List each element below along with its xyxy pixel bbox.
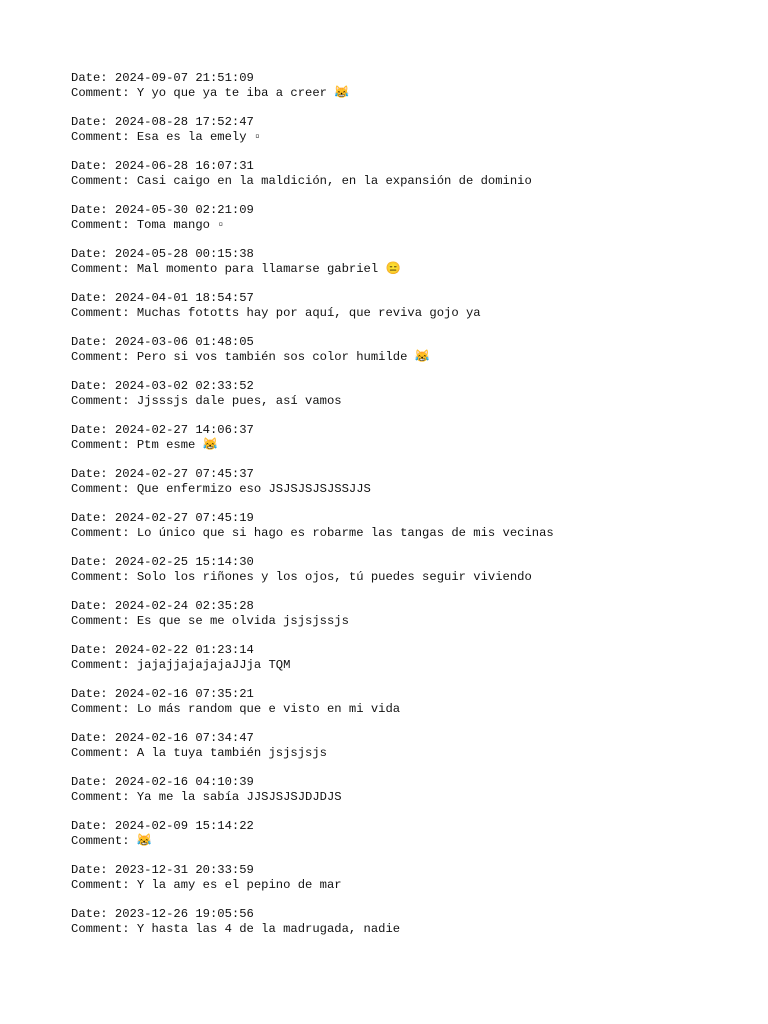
date-value: 2023-12-26 19:05:56 <box>114 906 254 921</box>
entry-date <box>71 423 751 438</box>
comment-label: Comment: <box>71 745 137 760</box>
comment-entry <box>71 247 751 277</box>
comment-label: Comment: <box>71 129 137 144</box>
comment-entry <box>71 687 751 717</box>
date-label: Date: <box>71 598 115 613</box>
entry-comment <box>71 394 751 409</box>
entry-comment <box>71 306 751 321</box>
date-label: Date: <box>71 378 115 393</box>
date-value: 2024-08-28 17:52:47 <box>114 114 254 129</box>
comment-label: Comment: <box>71 481 137 496</box>
comment-text: 😹 <box>136 833 153 848</box>
entry-comment <box>71 878 751 893</box>
date-value: 2024-09-07 21:51:09 <box>114 71 254 85</box>
date-label: Date: <box>71 71 115 85</box>
entry-date <box>71 203 751 218</box>
date-value: 2024-02-24 02:35:28 <box>114 598 254 613</box>
entry-comment <box>71 790 751 805</box>
entry-date <box>71 511 751 526</box>
comment-label: Comment: <box>71 701 137 716</box>
date-value: 2024-04-01 18:54:57 <box>114 290 254 305</box>
entry-date <box>71 555 751 570</box>
comment-entry <box>71 71 751 101</box>
date-value: 2024-03-06 01:48:05 <box>114 334 254 349</box>
comment-entry <box>71 511 751 541</box>
entry-comment <box>71 350 751 365</box>
entry-date <box>71 907 751 922</box>
comment-entry <box>71 423 751 453</box>
comment-label: Comment: <box>71 173 137 188</box>
comment-label: Comment: <box>71 833 137 848</box>
comment-text: A la tuya también jsjsjsjs <box>136 745 327 760</box>
date-label: Date: <box>71 818 115 833</box>
comment-entry <box>71 159 751 189</box>
comment-entry <box>71 467 751 497</box>
entry-date <box>71 731 751 746</box>
entry-comment <box>71 438 751 453</box>
comment-text: Esa es la emely ▫ <box>136 129 262 144</box>
date-label: Date: <box>71 158 115 173</box>
entry-date <box>71 159 751 174</box>
comment-entry <box>71 203 751 233</box>
comment-label: Comment: <box>71 877 137 892</box>
comment-entry <box>71 599 751 629</box>
comment-entry <box>71 731 751 761</box>
entry-comment <box>71 922 751 937</box>
comment-text: Y la amy es el pepino de mar <box>136 877 342 892</box>
entry-comment <box>71 658 751 673</box>
comment-entry <box>71 863 751 893</box>
comment-entry <box>71 643 751 673</box>
comment-entry <box>71 555 751 585</box>
comment-text: Ptm esme 😹 <box>136 437 218 452</box>
date-label: Date: <box>71 334 115 349</box>
comment-text: Pero si vos también sos color humilde 😹 <box>136 349 430 364</box>
entry-date <box>71 247 751 262</box>
comment-entry <box>71 379 751 409</box>
comment-text: Casi caigo en la maldición, en la expansión de dominio <box>136 173 532 188</box>
entry-comment <box>71 614 751 629</box>
comment-text: Solo los riñones y los ojos, tú puedes seguir viviendo <box>136 569 532 584</box>
date-label: Date: <box>71 466 115 481</box>
entry-date <box>71 71 751 86</box>
comment-text: Jjsssjs dale pues, así vamos <box>136 393 342 408</box>
comment-label: Comment: <box>71 217 137 232</box>
comment-label: Comment: <box>71 921 137 936</box>
comment-entry <box>71 335 751 365</box>
date-label: Date: <box>71 642 115 657</box>
entry-date <box>71 599 751 614</box>
date-label: Date: <box>71 730 115 745</box>
comment-label: Comment: <box>71 613 137 628</box>
date-label: Date: <box>71 774 115 789</box>
entry-date <box>71 863 751 878</box>
entry-comment <box>71 746 751 761</box>
entry-comment <box>71 262 751 277</box>
comment-label: Comment: <box>71 393 137 408</box>
comment-entry <box>71 291 751 321</box>
comment-label: Comment: <box>71 85 137 100</box>
entry-date <box>71 115 751 130</box>
entry-date <box>71 819 751 834</box>
entry-date <box>71 291 751 306</box>
date-label: Date: <box>71 246 115 261</box>
comment-entry <box>71 775 751 805</box>
date-value: 2024-02-25 15:14:30 <box>114 554 254 569</box>
date-label: Date: <box>71 554 115 569</box>
date-value: 2024-02-27 14:06:37 <box>114 422 254 437</box>
comment-text: Ya me la sabía JJSJSJSJDJDJS <box>136 789 342 804</box>
comment-label: Comment: <box>71 789 137 804</box>
comment-label: Comment: <box>71 569 137 584</box>
comment-entry <box>71 115 751 145</box>
comment-text: Y hasta las 4 de la madrugada, nadie <box>136 921 401 936</box>
entry-date <box>71 687 751 702</box>
comment-text: Es que se me olvida jsjsjssjs <box>136 613 349 628</box>
date-value: 2024-02-16 07:34:47 <box>114 730 254 745</box>
comment-text: Toma mango ▫ <box>136 217 225 232</box>
entry-date <box>71 775 751 790</box>
date-value: 2024-03-02 02:33:52 <box>114 378 254 393</box>
comment-text: jajajjajajajaJJja TQM <box>136 657 291 672</box>
entry-date <box>71 643 751 658</box>
entry-comment <box>71 86 751 101</box>
date-value: 2024-02-16 07:35:21 <box>114 686 254 701</box>
comment-text: Y yo que ya te iba a creer 😹 <box>136 85 350 100</box>
date-value: 2024-02-16 04:10:39 <box>114 774 254 789</box>
date-value: 2024-02-22 01:23:14 <box>114 642 254 657</box>
entry-comment <box>71 570 751 585</box>
date-label: Date: <box>71 422 115 437</box>
entry-date <box>71 335 751 350</box>
date-value: 2024-05-30 02:21:09 <box>114 202 254 217</box>
entry-comment <box>71 834 751 849</box>
date-label: Date: <box>71 114 115 129</box>
date-label: Date: <box>71 686 115 701</box>
comment-label: Comment: <box>71 525 137 540</box>
date-value: 2024-02-09 15:14:22 <box>114 818 254 833</box>
entry-date <box>71 379 751 394</box>
comment-entry <box>71 907 751 937</box>
comment-text: Muchas fototts hay por aquí, que reviva gojo ya <box>136 305 481 320</box>
date-value: 2024-02-27 07:45:37 <box>114 466 254 481</box>
comment-label: Comment: <box>71 657 137 672</box>
date-value: 2024-02-27 07:45:19 <box>114 510 254 525</box>
entry-comment <box>71 482 751 497</box>
comment-label: Comment: <box>71 261 137 276</box>
date-value: 2024-05-28 00:15:38 <box>114 246 254 261</box>
date-label: Date: <box>71 510 115 525</box>
entry-date <box>71 467 751 482</box>
comment-text: Lo más random que e visto en mi vida <box>136 701 401 716</box>
date-label: Date: <box>71 862 115 877</box>
date-label: Date: <box>71 906 115 921</box>
comment-text: Lo único que si hago es robarme las tangas de mis vecinas <box>136 525 554 540</box>
date-value: 2024-06-28 16:07:31 <box>114 158 254 173</box>
entry-comment <box>71 526 751 541</box>
entry-comment <box>71 130 751 145</box>
comment-log <box>71 71 751 951</box>
date-label: Date: <box>71 202 115 217</box>
date-value: 2023-12-31 20:33:59 <box>114 862 254 877</box>
comment-label: Comment: <box>71 349 137 364</box>
comment-label: Comment: <box>71 437 137 452</box>
comment-text: Que enfermizo eso JSJSJSJSJSSJJS <box>136 481 371 496</box>
entry-comment <box>71 702 751 717</box>
entry-comment <box>71 174 751 189</box>
entry-comment <box>71 218 751 233</box>
comment-entry <box>71 819 751 849</box>
date-label: Date: <box>71 290 115 305</box>
comment-text: Mal momento para llamarse gabriel 😑 <box>136 261 401 276</box>
comment-label: Comment: <box>71 305 137 320</box>
